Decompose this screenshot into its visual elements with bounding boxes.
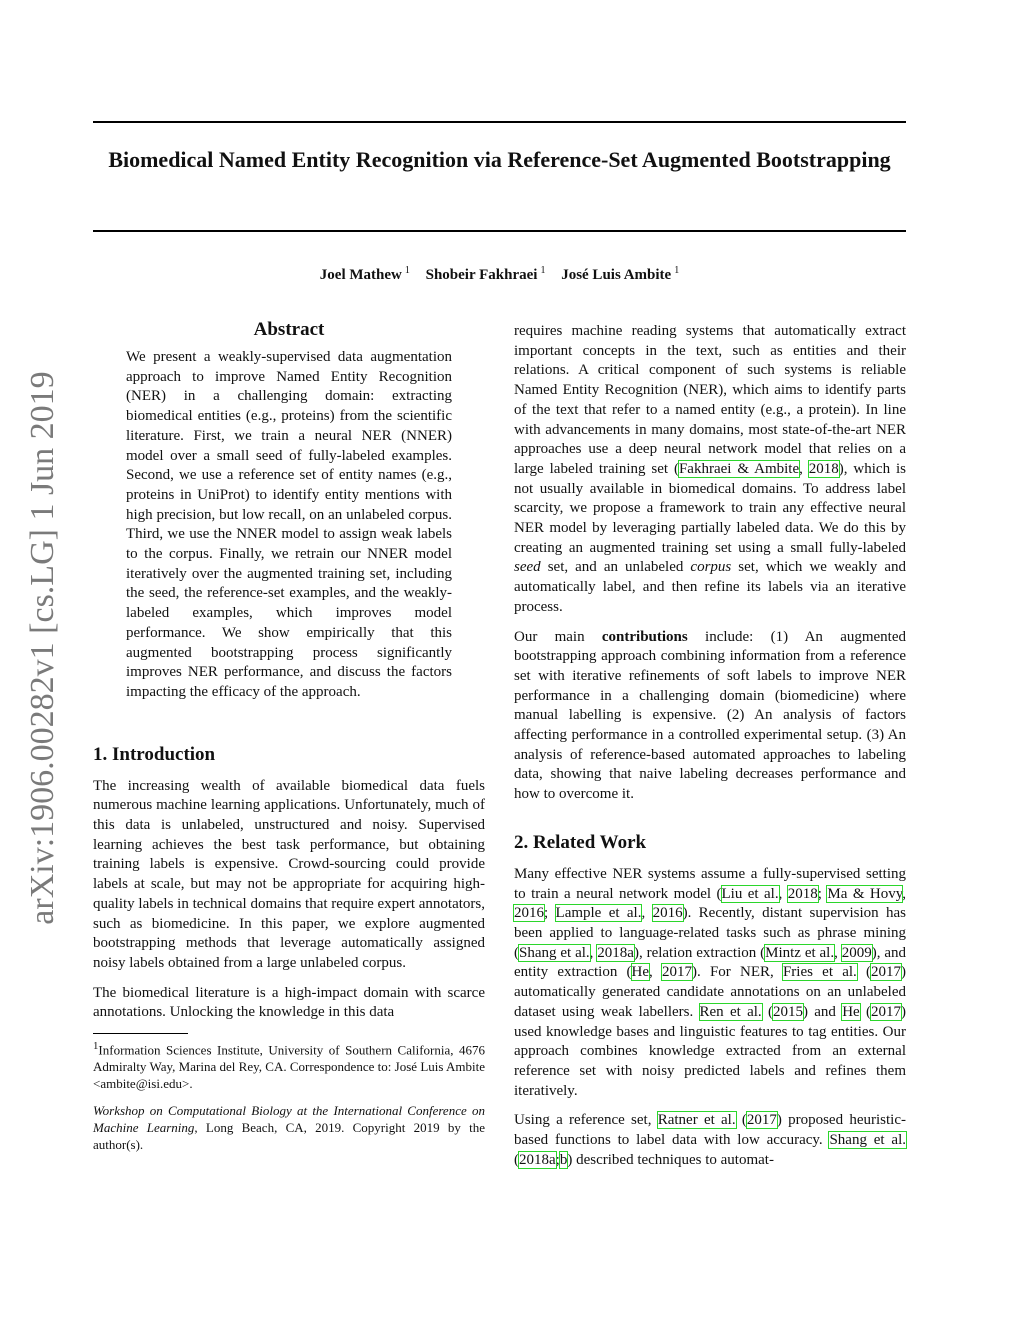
citation-year-link[interactable]: 2017 [662, 964, 693, 981]
citation-year-link[interactable]: 2016 [514, 905, 544, 922]
title-rule-top [93, 121, 906, 123]
author-2: Shobeir Fakhraei $^1$ [425, 265, 546, 283]
intro-paragraph-3: requires machine reading systems that automatically extract important concepts in the text, such as entities and their relations. A critical component of such systems is reliable Named Entity Recognition (NER), which aims to identify parts of the text that refer to a named entity (e.g., a protein). In line with advancements in many domains, most state-of-the-art NER approaches use a deep neural network model that relies on a large labeled training set (Fakhraei & Ambite, 2018), which is not usually available in biomedical domains. To address label scarcity, we propose a framework to train any effective neural NER model by leveraging partially labeled data. We do this by creating an augmented training set using a small fully-labeled seed set, and an unlabeled corpus set, which we weakly and automatically label, and then refine its labels via an iterative process. [514, 323, 907, 615]
citation-link[interactable]: He [842, 1003, 860, 1020]
intro-paragraph-2: The biomedical literature is a high-impact domain with scarce annotations. Unlocking the knowledge in this data [93, 984, 485, 1021]
citation-year-link[interactable]: 2015 [772, 1003, 803, 1020]
citation-link[interactable]: Fries et al. [782, 964, 857, 981]
abstract-heading: Abstract [253, 319, 325, 340]
citation-year-link[interactable]: 2018a [597, 944, 634, 961]
left-column [93, 316, 485, 1163]
author-3: José Luis Ambite $^1$ [561, 265, 680, 283]
citation-link[interactable]: Ren et al. [699, 1003, 762, 1020]
citation-year-link[interactable]: 2018a [519, 1151, 556, 1168]
citation-link[interactable]: He [631, 964, 650, 981]
citation-year-link[interactable]: 2018 [787, 885, 818, 902]
related-work-paragraph-1: Many effective NER systems assume a fully-supervised setting to train a neural network model (Liu et al., 2018; Ma & Hovy, 2016; Lample et al., 2016). Recently, distant supervision has been applied to language-related tasks such as phrase mining (Shang et al., 2018a), relation extraction (Mintz et al., 2009), and entity extraction (He, 2017). For NER, Fries et al. (2017) automatically generated candidate annotations on an unlabeled dataset using weak labellers. Ren et al. (2015) and He (2017) used knowledge bases and linguistic features to tag entities. Our approach combines knowledge extracted from an external reference set with noisy predicted labels and refines them iteratively. [514, 865, 907, 1099]
author-1: Joel Mathew $^1$ [319, 265, 410, 283]
intro-paragraph-1: The increasing wealth of available biomedical data fuels numerous machine learning applications. Unfortunately, much of this data is unlabeled, unstructured and noisy. Supervised learning achieves the best task performance, but obtaining training labels is expensive. Crowd-sourcing could provide labels at scale, but may not be appropriate for acquiring high-quality labels in technical domains that require expert annotators, such as biomedicine. In this paper, we explore augmented bootstrapping methods that leverage automatically assigned noisy labels obtained from a large unlabeled corpus. [93, 777, 485, 971]
right-column [514, 322, 906, 1180]
citation-link[interactable]: Shang et al. [519, 944, 590, 961]
citation-link[interactable]: Mintz et al. [765, 944, 835, 961]
footnote-venue: Workshop on Computational Biology at the International Conference on Machine Learning, Long Beach, CA, 2019. Copyright 2019 by the author(s). [93, 1103, 485, 1153]
citation-year-link[interactable]: 2017 [871, 964, 901, 981]
author-list [93, 265, 906, 284]
citation-link[interactable]: Ma & Hovy [827, 885, 903, 902]
citation-link[interactable]: Fakhraei & Ambite [678, 460, 800, 477]
citation-year-link[interactable]: 2017 [746, 1112, 777, 1129]
citation-link[interactable]: Ratner et al. [657, 1112, 736, 1129]
paper-title: Biomedical Named Entity Recognition via Reference-Set Augmented Bootstrapping [108, 147, 891, 172]
citation-link[interactable]: Liu et al. [721, 885, 779, 902]
contributions-paragraph: Our main contributions include: (1) An augmented bootstrapping approach combining information from a reference set with iterative refinements of soft labels to improve NER performance in a challenging domain (biomedicine) where manual labelling is expensive. (2) An analysis of factors affecting performance in a controlled experimental setup. (3) An analysis of reference-based automated approaches to labeling data, showing that naive labeling decreases performance and how to overcome it. [514, 628, 906, 803]
footnote-divider [93, 1033, 188, 1034]
citation-year-link[interactable]: 2018 [808, 460, 839, 477]
citation-year-link[interactable]: 2017 [871, 1003, 902, 1020]
related-work-paragraph-2: Using a reference set, Ratner et al. (2017) proposed heuristic-based functions to label data with low accuracy. Shang et al. (2018a;b) described techniques to automat- [514, 1112, 906, 1168]
title-rule-bottom [93, 230, 906, 232]
citation-year-link[interactable]: 2009 [841, 944, 872, 961]
abstract-text: We present a weakly-supervised data augmentation approach to improve Named Entity Recognition (NER) in a challenging domain: extracting biomedical entities (e.g., proteins) from the scientific literature. First, we train a neural NER (NNER) model over a small seed of fully-labeled examples. Second, we use a reference set of entity names (e.g., proteins in UniProt) to identify entity mentions with high precision, but low recall, on an unlabeled corpus. Third, we use the NNER model to assign weak labels to the corpus. Finally, we retrain our NNER model iteratively over the augmented training set, including the seed, the reference-set examples, and the weakly-labeled examples, which improves model performance. We show empirically that this augmented bootstrapping process significantly improves NER performance, and discuss the factors impacting the efficacy of the approach. [126, 349, 452, 700]
citation-year-link[interactable]: 2016 [652, 905, 683, 922]
citation-link[interactable]: Lample et al. [555, 905, 642, 922]
footnote-affiliation: $^1$Information Sciences Institute, University of Southern California, 4676 Admiralty Way, Marina del Rey, CA. Correspondence to: José Luis Ambite <ambite@isi.edu>. [93, 1040, 485, 1092]
section-related-work-heading: 2. Related Work [514, 831, 647, 853]
section-introduction-heading: 1. Introduction [93, 743, 216, 765]
citation-year-link[interactable]: b [559, 1151, 568, 1168]
citation-link[interactable]: Shang et al. [829, 1132, 906, 1149]
